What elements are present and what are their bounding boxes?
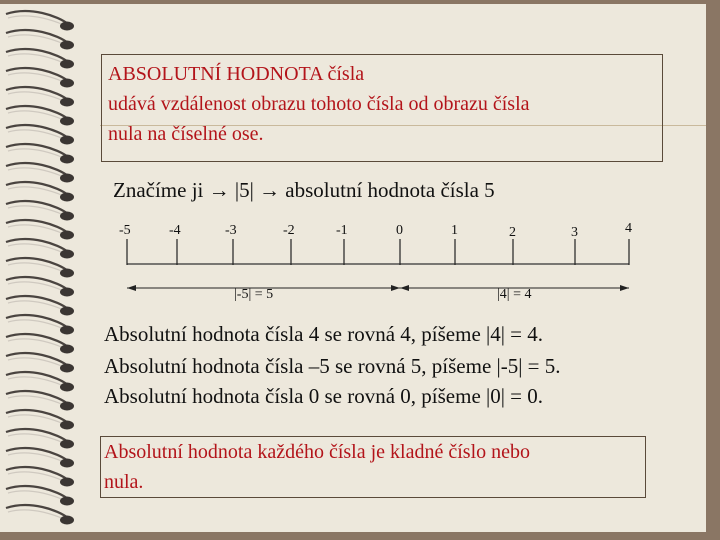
conclusion-line-2: nula.	[104, 471, 144, 493]
tick-label: 0	[396, 223, 403, 238]
tick-label: -1	[336, 223, 348, 238]
tick-label: 4	[625, 221, 632, 236]
definition-line-2: udává vzdálenost obrazu tohoto čísla od obrazu čísla	[108, 93, 530, 115]
tick-label: 1	[451, 223, 458, 238]
example-line-2: Absolutní hodnota čísla –5 se rovná 5, píšeme |-5| = 5.	[104, 354, 561, 378]
frame-bottom	[0, 532, 720, 540]
notation-text: Značíme ji → |5| → absolutní hodnota čísla 5	[113, 178, 495, 202]
tick-label: 2	[509, 225, 516, 240]
frame-right	[706, 0, 720, 540]
conclusion-line-1: Absolutní hodnota každého čísla je kladné číslo nebo	[104, 441, 531, 463]
definition-line-3: nula na číselné ose.	[108, 123, 264, 145]
left-distance-label: |-5| = 5	[234, 287, 274, 302]
example-line-1: Absolutní hodnota čísla 4 se rovná 4, píšeme |4| = 4.	[104, 322, 544, 346]
definition-line-1: ABSOLUTNÍ HODNOTA čísla	[108, 63, 365, 85]
frame-top	[0, 0, 720, 4]
tick-label: -3	[225, 223, 237, 238]
example-line-3: Absolutní hodnota čísla 0 se rovná 0, píšeme |0| = 0.	[104, 384, 544, 408]
tick-label: 3	[571, 225, 578, 240]
tick-label: -2	[283, 223, 295, 238]
tick-label: -4	[169, 223, 181, 238]
tick-label: -5	[119, 223, 131, 238]
right-distance-label: |4| = 4	[497, 287, 532, 302]
